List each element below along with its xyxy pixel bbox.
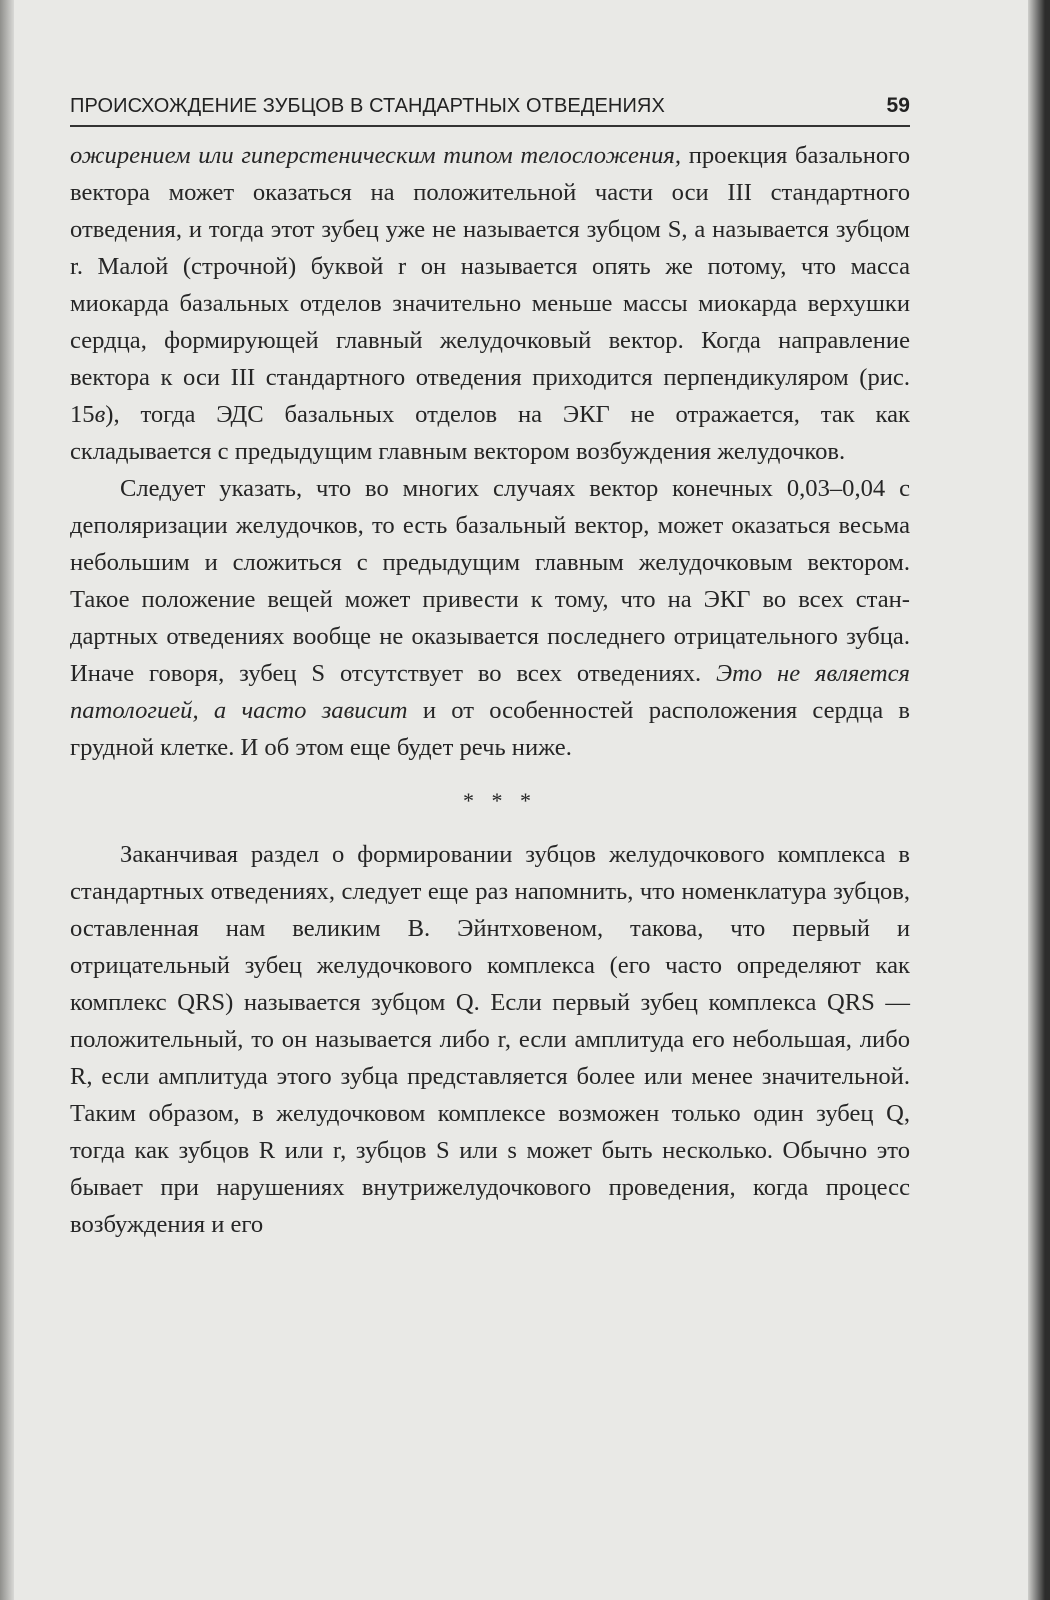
paragraph-3: Заканчивая раздел о формировании зубцов желудочкового комплекса в стандартных отведениях, следует еще раз напомнить, что номенклатура зубцов, оставленная нам великим В. Эйнтховеном, такова, что первый и отрицательный зубец желудочкового комплекса (его часто определяют как комплекс QRS) называется зубцом Q. Если первый зубец комплекса QRS — положительный, то он называется либо r, если амплитуда его небольшая, либо R, если амплитуда этого зубца представляется более или менее значительной. Таким образом, в желудочковом комплексе возможен только один зубец Q, тогда как зубцов R или r, зубцов S или s может быть несколько. Обычно это бывает при нарушениях внутрижелудочкового проведения, когда процесс возбуждения и его: [70, 841, 910, 1238]
page-number: 59: [886, 94, 910, 117]
paragraph-1-text: проекция базального вектора может оказаться на положительной части оси III стандартного отведения, и тогда этот зубец уже не называется зубцом S, а называется зубцом r. Малой (строчной) буквой r он называется опять же потому, что масса миокарда базальных отделов значительно меньше массы миокарда верхушки сердца, формирующей главный желудочковый вектор. Когда направление вектора к оси III стандартного отведения приходится перпендикуляром (рис. 15: [70, 142, 910, 428]
book-page: [70, 94, 910, 1243]
paragraph-1: [70, 137, 910, 470]
paragraph-2: [70, 470, 910, 766]
running-head: [70, 94, 910, 127]
paragraph-2-text-end: и от особенностей расположения сердца в грудной клетке. И об этом еще будет речь ниже.: [70, 697, 910, 761]
scan-edge-left: [0, 0, 14, 1600]
chapter-title: ПРОИСХОЖДЕНИЕ ЗУБЦОВ В СТАНДАРТНЫХ ОТВЕДЕНИЯХ: [70, 95, 665, 117]
section-separator: * * *: [463, 788, 537, 813]
paragraph-2-text: Следует указать, что во многих случаях вектор конечных 0,03–0,04 с деполяризации желудочков, то есть базальный вектор, может оказаться весьма небольшим и сложиться с предыдущим главным желудочковым вектором. Такое положение вещей может привести к тому, что на ЭКГ во всех стандартных отведениях вообще не оказывается последнего отрицательного зубца. Иначе говоря, зубец S отсутствует во всех отведениях.: [70, 475, 910, 687]
scan-edge-right: [1028, 0, 1050, 1600]
body-text: [70, 137, 910, 1243]
paragraph-1-text-end: ), тогда ЭДС базальных отделов на ЭКГ не отражается, так как складывается с предыдущим главным вектором возбуждения желудочков.: [70, 401, 910, 465]
italic-statement: Это не является патологией, а часто зависит: [70, 660, 910, 724]
figure-letter: в: [94, 401, 106, 428]
italic-phrase: ожирением или гиперстеническим типом телосложения,: [70, 142, 681, 169]
